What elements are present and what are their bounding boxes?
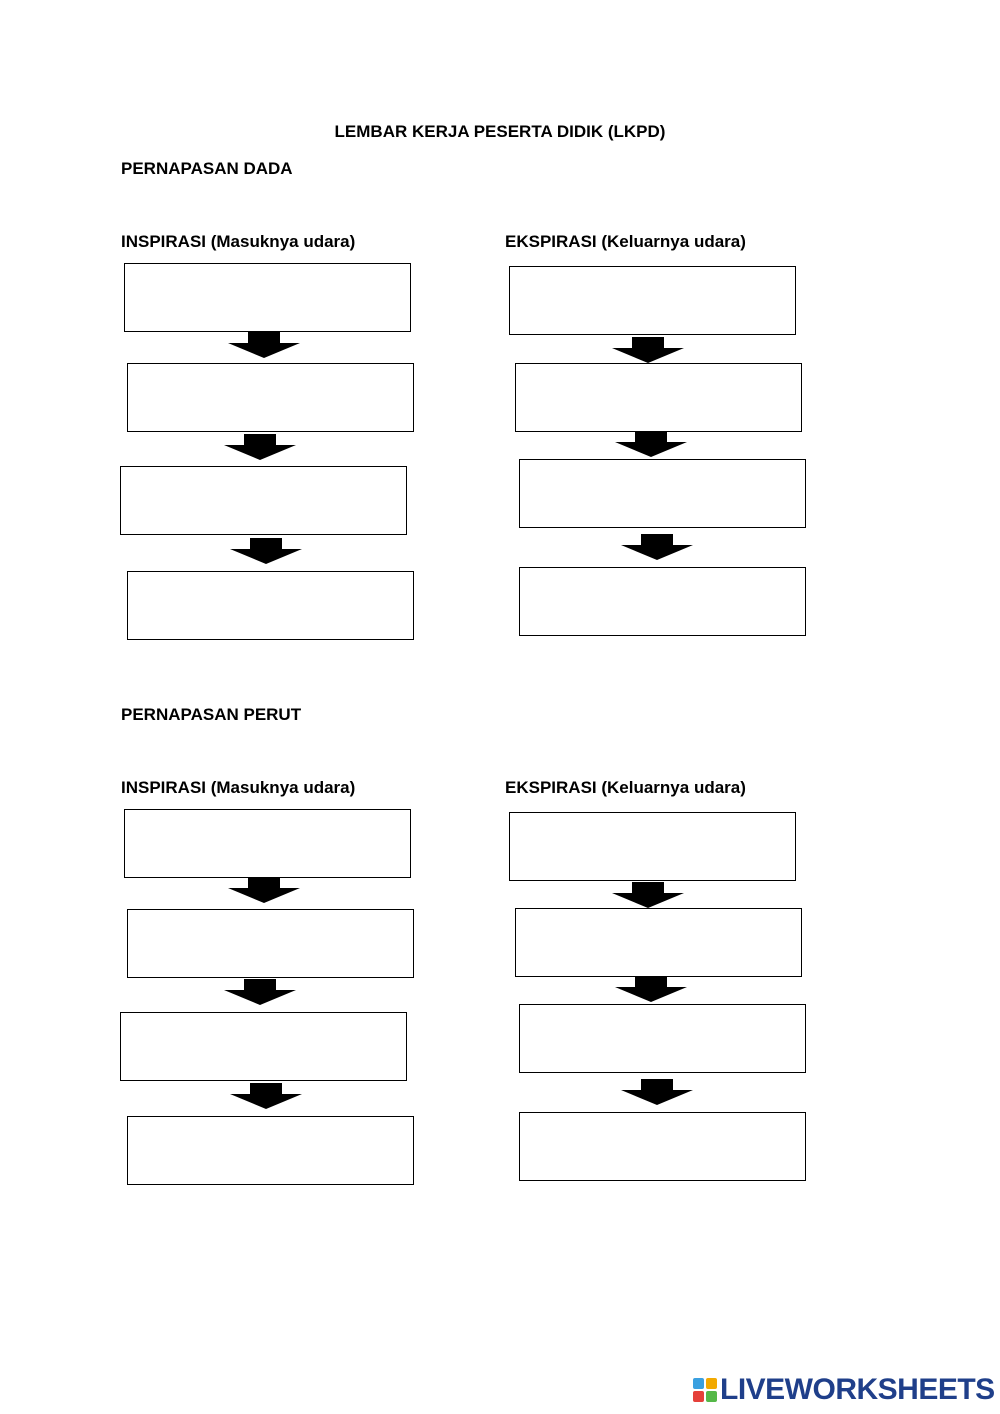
down-arrow-icon [615,431,687,457]
answer-box[interactable] [509,812,796,881]
down-arrow-icon [615,976,687,1002]
down-arrow-icon [228,877,300,903]
watermark-text: LIVEWORKSHEETS [720,1373,995,1406]
expiration-label: EKSPIRASI (Keluarnya udara) [505,232,746,251]
answer-box[interactable] [515,908,802,977]
answer-box[interactable] [519,459,806,528]
down-arrow-icon [224,979,296,1005]
answer-box[interactable] [124,809,411,878]
answer-box[interactable] [124,263,411,332]
answer-box[interactable] [519,567,806,636]
down-arrow-icon [228,332,300,358]
liveworksheets-logo-icon [693,1378,717,1402]
answer-box[interactable] [509,266,796,335]
expiration-label: EKSPIRASI (Keluarnya udara) [505,778,746,797]
down-arrow-icon [612,337,684,363]
down-arrow-icon [230,1083,302,1109]
section-heading-abdominal-breathing: PERNAPASAN PERUT [121,705,302,724]
down-arrow-icon [224,434,296,460]
answer-box[interactable] [515,363,802,432]
down-arrow-icon [621,534,693,560]
down-arrow-icon [621,1079,693,1105]
answer-box[interactable] [120,1012,407,1081]
answer-box[interactable] [127,909,414,978]
inspiration-label: INSPIRASI (Masuknya udara) [121,778,356,797]
answer-box[interactable] [120,466,407,535]
answer-box[interactable] [519,1004,806,1073]
inspiration-label: INSPIRASI (Masuknya udara) [121,232,356,251]
section-heading-chest-breathing: PERNAPASAN DADA [121,159,293,178]
down-arrow-icon [230,538,302,564]
answer-box[interactable] [519,1112,806,1181]
liveworksheets-watermark [693,1374,995,1406]
answer-box[interactable] [127,571,414,640]
down-arrow-icon [612,882,684,908]
worksheet-title: LEMBAR KERJA PESERTA DIDIK (LKPD) [334,122,666,141]
answer-box[interactable] [127,1116,414,1185]
answer-box[interactable] [127,363,414,432]
